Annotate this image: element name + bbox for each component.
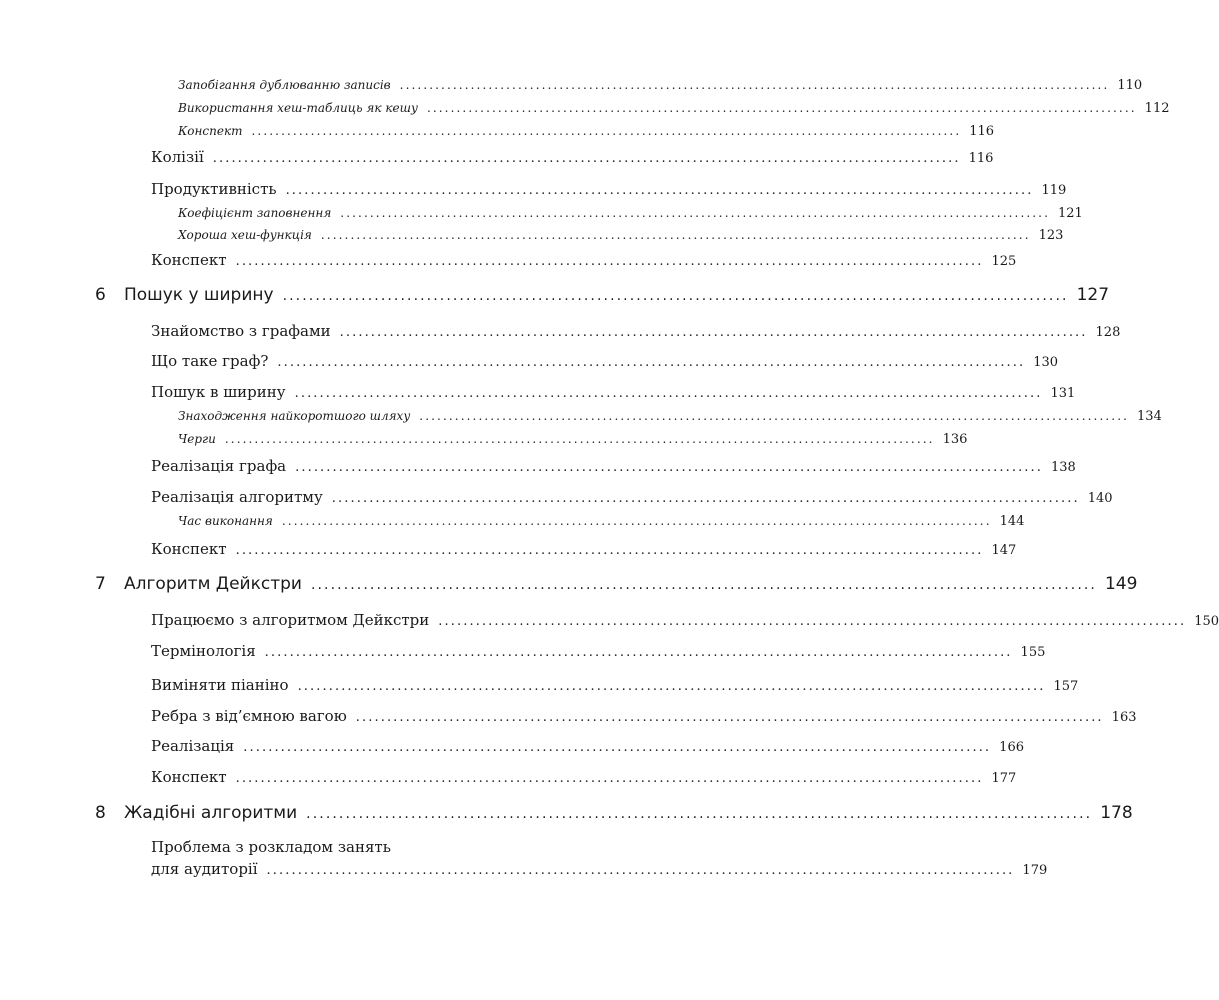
toc-entry[interactable] — [178, 124, 995, 139]
toc-entry-page: 119 — [1041, 183, 1067, 198]
toc-entry[interactable] — [151, 540, 1017, 558]
dot-leader: ........................................................................................................................ — [251, 124, 962, 138]
toc-entry-title: Виміняти піаніно — [151, 676, 289, 694]
dot-leader: ........................................................................................................................ — [235, 254, 984, 269]
dot-leader: ........................................................................................................................ — [297, 679, 1046, 694]
dot-leader: ........................................................................................................................ — [277, 355, 1026, 370]
toc-entry[interactable] — [178, 514, 1025, 529]
toc-entry-title: Конспект — [151, 540, 227, 558]
toc-entry[interactable] — [178, 409, 1162, 424]
toc-entry[interactable] — [151, 148, 994, 166]
toc-entry[interactable] — [151, 488, 1113, 506]
toc-entry-title: Знайомство з графами — [151, 322, 331, 340]
toc-entry[interactable] — [178, 228, 1064, 243]
toc-entry-page: 140 — [1087, 491, 1113, 506]
dot-leader: ........................................................................................................................ — [339, 325, 1088, 340]
dot-leader: ........................................................................................................................ — [419, 409, 1130, 423]
toc-entry-page: 179 — [1022, 863, 1048, 878]
dot-leader: ........................................................................................................................ — [243, 740, 992, 755]
toc-entry-page: 138 — [1051, 460, 1076, 475]
dot-leader: ........................................................................................................................ — [438, 614, 1187, 629]
toc-entry-page: 163 — [1111, 710, 1137, 725]
chapter-page: 178 — [1100, 803, 1133, 823]
toc-entry-title: Використання хеш-таблиць як кешу — [178, 101, 418, 115]
chapter-number: 7 — [95, 574, 106, 594]
toc-entry[interactable] — [151, 457, 1076, 475]
toc-entry[interactable] — [151, 642, 1046, 660]
dot-leader: ........................................................................................................................ — [306, 806, 1093, 822]
toc-entry-title: для аудиторії — [151, 860, 258, 878]
toc-entry[interactable] — [151, 383, 1076, 401]
toc-entry-title: Коефіцієнт заповнення — [178, 206, 332, 220]
toc-entry-title: Конспект — [178, 124, 243, 138]
toc-entry[interactable] — [178, 101, 1170, 116]
dot-leader: ........................................................................................................................ — [355, 710, 1104, 725]
toc-entry[interactable] — [178, 432, 968, 447]
chapter-title: Пошук у ширину — [124, 285, 274, 305]
toc-entry[interactable] — [151, 707, 1137, 725]
toc-entry-page: 177 — [991, 771, 1017, 786]
toc-entry-page: 116 — [969, 124, 995, 139]
chapter-number: 6 — [95, 285, 106, 305]
toc-entry[interactable] — [151, 611, 1219, 629]
toc-entry[interactable] — [151, 737, 1024, 755]
dot-leader: ........................................................................................................................ — [331, 491, 1080, 506]
chapter-page: 149 — [1104, 574, 1138, 594]
toc-chapter[interactable] — [95, 285, 1110, 305]
dot-leader: ........................................................................................................................ — [320, 228, 1031, 242]
dot-leader: ........................................................................................................................ — [310, 577, 1097, 593]
toc-chapter[interactable] — [95, 574, 1138, 594]
chapter-number: 8 — [95, 803, 106, 823]
toc-entry-page: 125 — [991, 254, 1017, 269]
toc-entry[interactable] — [151, 676, 1079, 694]
dot-leader: ........................................................................................................................ — [399, 78, 1110, 92]
toc-entry-title: Запобігання дублюванню записів — [178, 78, 391, 92]
toc-entry-title: Черги — [178, 432, 216, 446]
chapter-title: Алгоритм Дейкстри — [124, 574, 302, 594]
toc-entry-page: 110 — [1117, 78, 1143, 93]
dot-leader: ........................................................................................................................ — [281, 514, 992, 528]
toc-entry[interactable] — [151, 180, 1067, 198]
dot-leader: ........................................................................................................................ — [282, 288, 1069, 304]
dot-leader: ........................................................................................................................ — [235, 543, 984, 558]
toc-entry-page: 136 — [942, 432, 968, 447]
toc-entry-title: Ребра з від’ємною вагою — [151, 707, 347, 725]
toc-entry[interactable] — [151, 768, 1017, 786]
toc-entry-title: Реалізація алгоритму — [151, 488, 323, 506]
dot-leader: ........................................................................................................................ — [266, 863, 1015, 878]
toc-entry-page: 144 — [999, 514, 1025, 529]
toc-entry[interactable] — [151, 322, 1121, 340]
toc-entry[interactable] — [178, 78, 1143, 93]
toc-entry-title: Реалізація — [151, 737, 235, 755]
toc-entry-page: 121 — [1058, 206, 1083, 221]
dot-leader: ........................................................................................................................ — [285, 183, 1034, 198]
toc-entry-title: Реалізація графа — [151, 457, 287, 475]
toc-entry-title: Продуктивність — [151, 180, 277, 198]
toc-entry-page: 166 — [999, 740, 1024, 755]
toc-entry-page: 157 — [1053, 679, 1079, 694]
toc-entry[interactable] — [151, 352, 1059, 370]
dot-leader: ........................................................................................................................ — [264, 645, 1013, 660]
chapter-title: Жадібні алгоритми — [124, 803, 298, 823]
dot-leader: ........................................................................................................................ — [294, 386, 1043, 401]
toc-entry-title: Конспект — [151, 768, 227, 786]
dot-leader: ........................................................................................................................ — [235, 771, 984, 786]
toc-entry-page: 112 — [1144, 101, 1170, 116]
toc-chapter[interactable] — [95, 803, 1133, 823]
toc-entry-title: Час виконання — [178, 514, 273, 528]
toc-entry-page: 116 — [968, 151, 994, 166]
toc-entry-title-line1: Проблема з розкладом занять — [151, 838, 391, 856]
toc-entry-page: 131 — [1050, 386, 1076, 401]
chapter-page: 127 — [1076, 285, 1110, 305]
dot-leader: ........................................................................................................................ — [340, 206, 1051, 220]
toc-entry-page: 150 — [1194, 614, 1219, 629]
dot-leader: ........................................................................................................................ — [295, 460, 1044, 475]
toc-entry-page: 155 — [1020, 645, 1046, 660]
toc-entry[interactable] — [151, 251, 1017, 269]
toc-entry-page: 147 — [991, 543, 1017, 558]
toc-entry-title: Пошук в ширину — [151, 383, 286, 401]
toc-entry[interactable] — [151, 860, 1048, 878]
toc-entry-title: Хороша хеш-функція — [178, 228, 312, 242]
toc-entry-title: Працюємо з алгоритмом Дейкстри — [151, 611, 430, 629]
toc-entry-page: 130 — [1033, 355, 1059, 370]
toc-entry-title: Термінологія — [151, 642, 256, 660]
dot-leader: ........................................................................................................................ — [224, 432, 935, 446]
toc-entry-page: 134 — [1137, 409, 1162, 424]
toc-entry-page: 123 — [1038, 228, 1064, 243]
toc-entry-title: Колізії — [151, 148, 204, 166]
toc-entry-title: Що таке граф? — [151, 352, 269, 370]
toc-entry-title: Знаходження найкоротшого шляху — [178, 409, 411, 423]
toc-entry[interactable] — [178, 206, 1083, 221]
toc-entry-page: 128 — [1095, 325, 1121, 340]
toc-entry-title: Конспект — [151, 251, 227, 269]
dot-leader: ........................................................................................................................ — [212, 151, 961, 166]
dot-leader: ........................................................................................................................ — [426, 101, 1137, 115]
